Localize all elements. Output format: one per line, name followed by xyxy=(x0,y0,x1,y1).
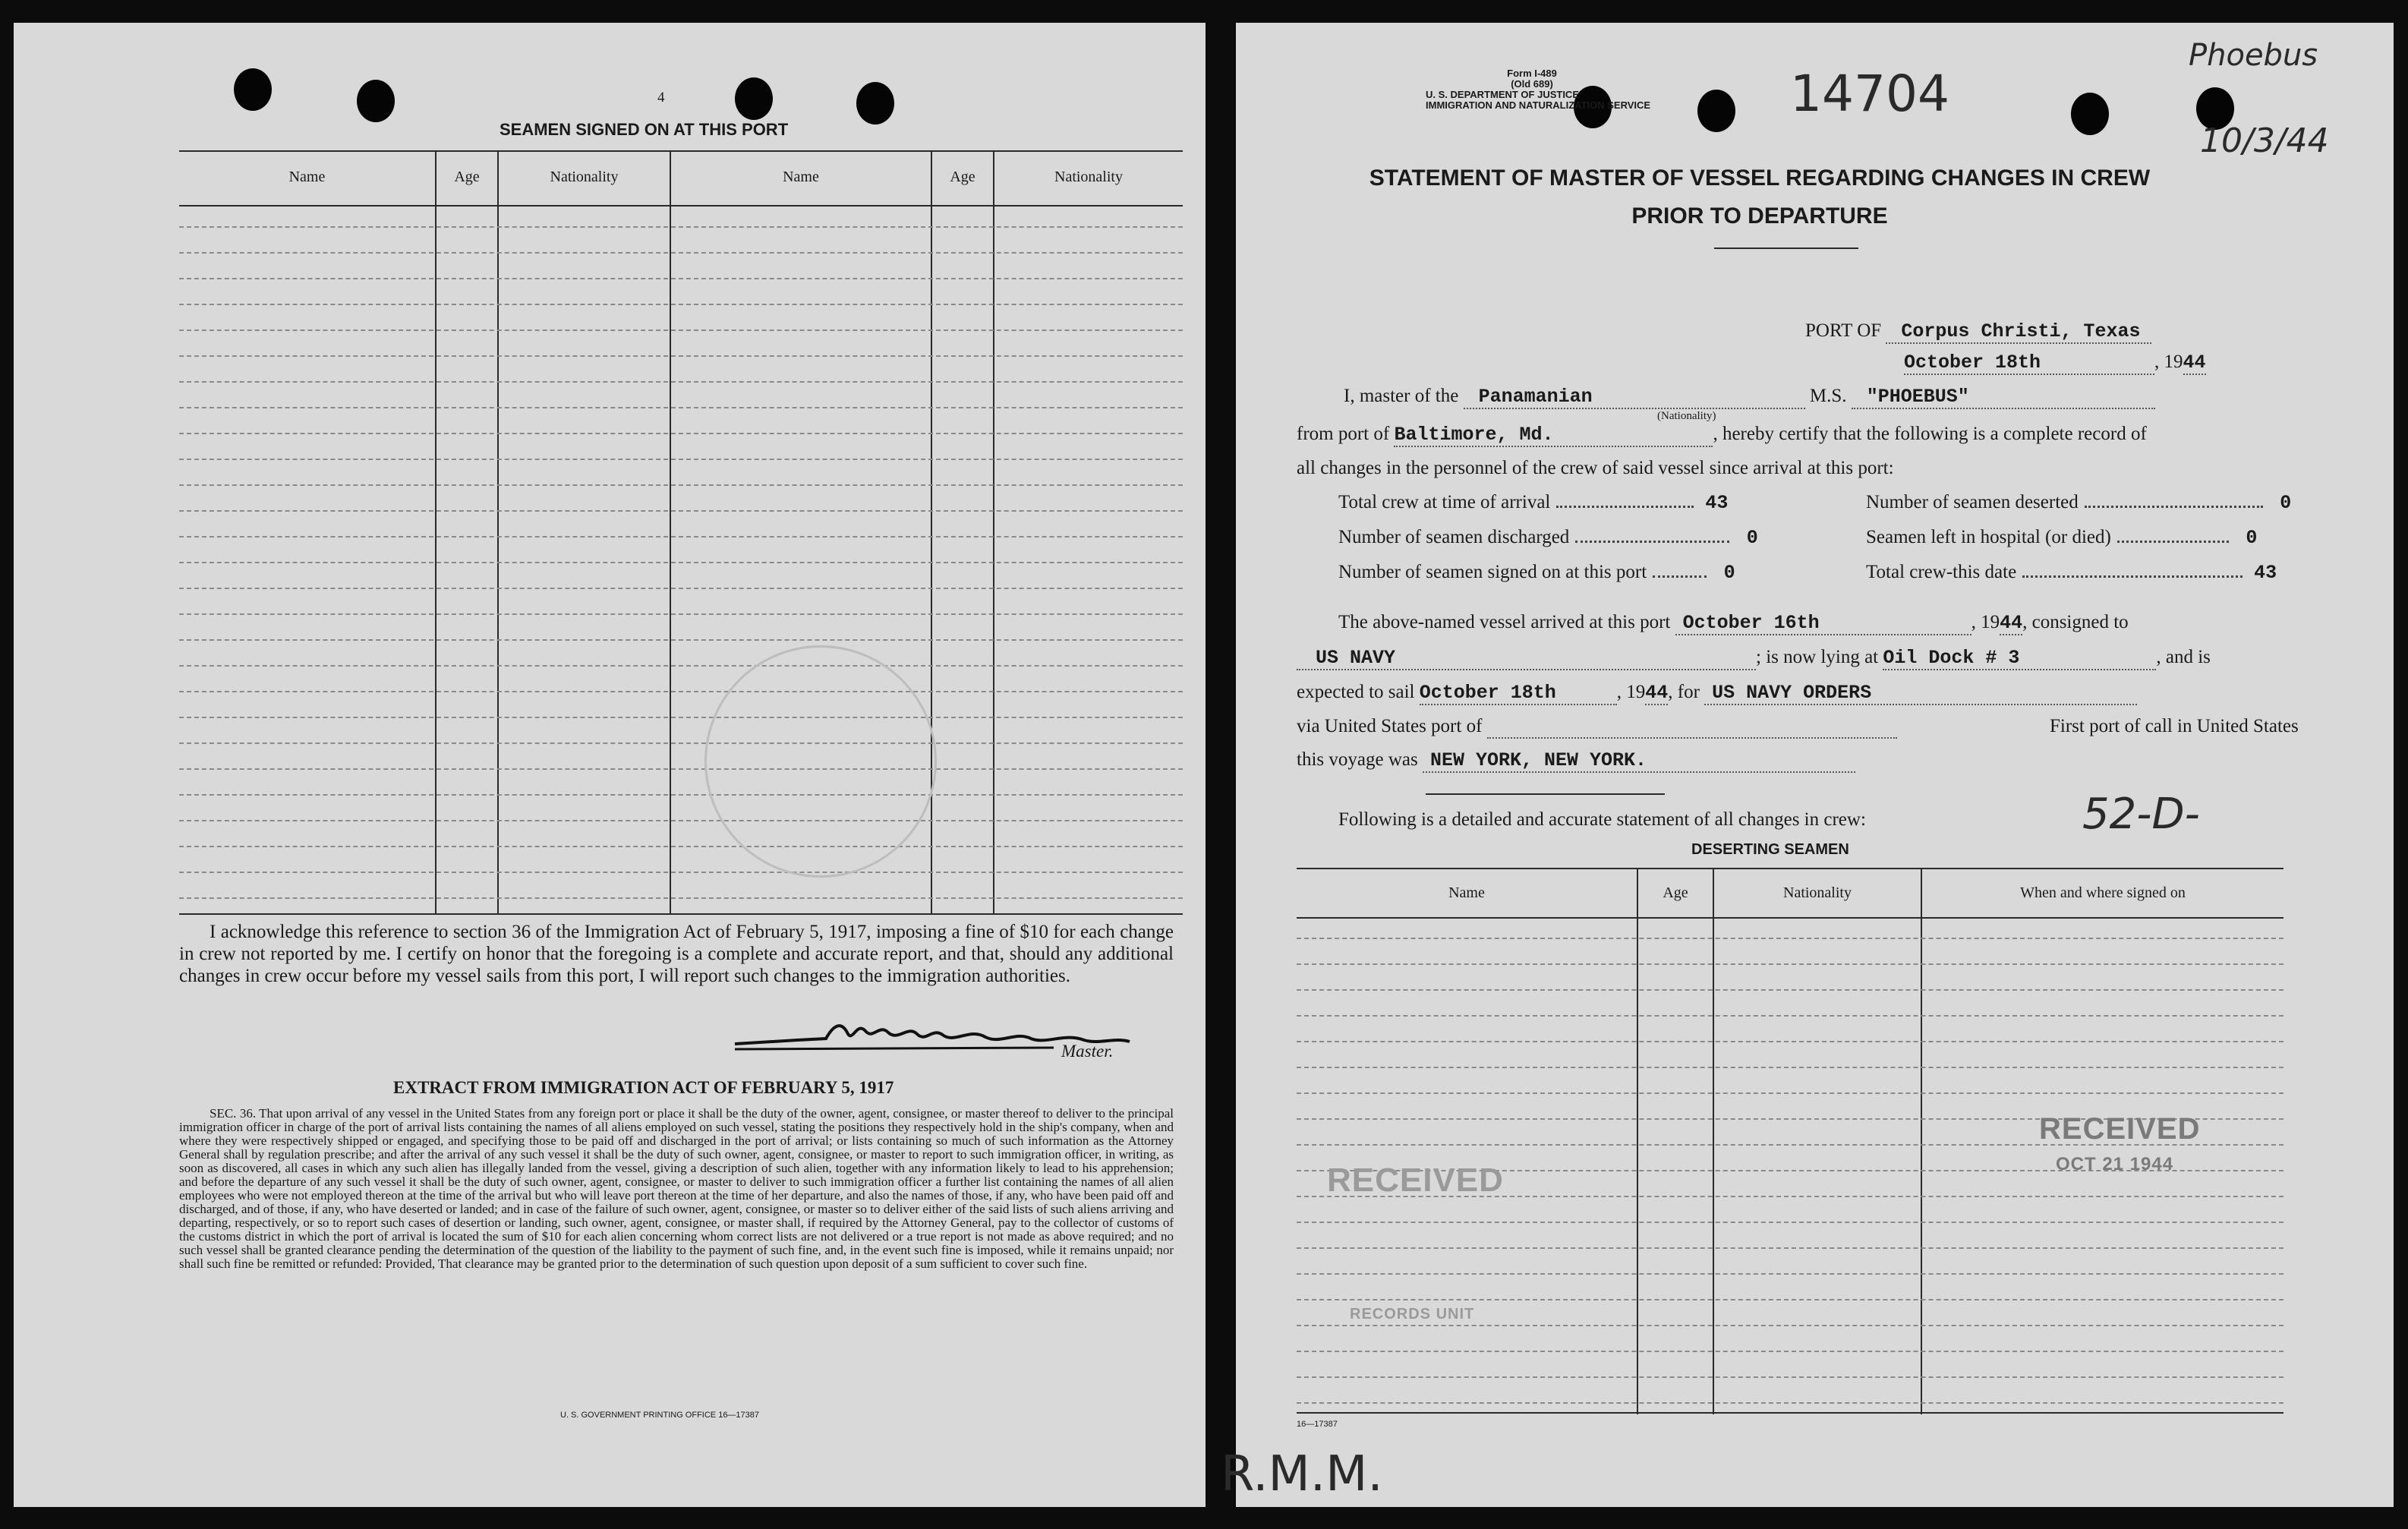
table-row-line xyxy=(179,226,1183,228)
table-row-line xyxy=(179,872,1183,873)
column-header-name: Name xyxy=(288,169,326,185)
following-text: Following is a detailed and accurate statement of all changes in crew: xyxy=(1338,809,1866,830)
punch-hole xyxy=(1697,90,1735,132)
table-row-line xyxy=(179,768,1183,770)
table-row-line xyxy=(1297,1273,2284,1275)
port-of-value: Corpus Christi, Texas xyxy=(1886,320,2151,344)
crew-count-row xyxy=(1338,562,1752,584)
table-row-line xyxy=(179,536,1183,538)
table-row-line xyxy=(179,846,1183,847)
arrived-date: October 16th xyxy=(1675,612,1971,635)
port-of-row: PORT OF Corpus Christi, Texas xyxy=(1805,320,2151,344)
crew-count-value: 0 xyxy=(2280,492,2292,514)
page-number: 4 xyxy=(657,90,665,106)
consigned-value: US NAVY xyxy=(1297,647,1756,670)
arrived-year: 44 xyxy=(2000,612,2023,634)
printing-office: U. S. GOVERNMENT PRINTING OFFICE 16—17387 xyxy=(560,1411,760,1420)
handwritten-initials: R.M.M. xyxy=(1221,1446,1383,1502)
acknowledgment-text: I acknowledge this reference to section 36 of the Immigration Act of February 5, 1917, imposing a fine of $10 for each change in crew not reported by me. I certify on honor that the foregoing is a complete and accurate report, and that, should any additional changes in crew occur before my vessel sails from this port, I will report such changes to the immigration authorities. xyxy=(179,922,1174,986)
column-header-nationality: Nationality xyxy=(550,169,619,185)
table-row-line xyxy=(1297,1015,2284,1017)
table-row-line xyxy=(1297,1222,2284,1223)
changes-text: all changes in the personnel of the crew of said vessel since arrival at this port: xyxy=(1297,458,1894,478)
crew-count-row xyxy=(1338,527,1775,549)
date-value: October 18th xyxy=(1904,352,2154,375)
column-header-age: Age xyxy=(1663,884,1688,901)
table-row-line xyxy=(179,562,1183,563)
year-value: 44 xyxy=(2183,352,2206,374)
handwritten-vessel-note: Phoebus xyxy=(2189,38,2318,73)
table-row-line xyxy=(1297,1041,2284,1042)
punch-hole xyxy=(357,80,395,122)
table-row-line xyxy=(1297,1299,2284,1300)
table-row-line xyxy=(179,407,1183,408)
file-number: 14704 xyxy=(1790,65,1949,123)
crew-count-row xyxy=(1866,527,2274,549)
punch-hole xyxy=(234,68,272,111)
handwritten-code: 52-D- xyxy=(2082,790,2200,839)
table-row-line xyxy=(179,252,1183,254)
table-row-line xyxy=(1297,963,2284,965)
table-row-line xyxy=(179,717,1183,718)
crew-count-label: Number of seamen discharged xyxy=(1338,527,1570,547)
table-row-line xyxy=(179,588,1183,589)
vessel-name: "PHOEBUS" xyxy=(1852,386,2155,409)
column-header-nationality: Nationality xyxy=(1054,169,1123,185)
table-row-line xyxy=(1297,938,2284,939)
records-unit-stamp: RECORDS UNIT xyxy=(1350,1306,1475,1323)
crew-count-row xyxy=(1338,492,1739,514)
table-row-line xyxy=(1297,1376,2284,1378)
master-label: Master. xyxy=(1061,1042,1114,1061)
voyage-value: NEW YORK, NEW YORK. xyxy=(1423,749,1855,773)
table-row-line xyxy=(179,691,1183,692)
faint-round-stamp xyxy=(704,645,937,878)
arrived-row: The above-named vessel arrived at this port October 16th , 1944, consigned to xyxy=(1338,612,2129,634)
received-stamp-left: RECEIVED xyxy=(1327,1162,1504,1199)
column-header-name: Name xyxy=(783,169,819,185)
form-title: STATEMENT OF MASTER OF VESSEL REGARDING CHANGES IN CREW PRIOR TO DEPARTURE xyxy=(1369,166,2151,229)
table-row-line xyxy=(179,381,1183,383)
table-row-line xyxy=(1297,1325,2284,1326)
table-row-line xyxy=(179,355,1183,357)
form-code: 16—17387 xyxy=(1297,1420,1338,1429)
from-port-row: from port of Baltimore, Md. , hereby certify that the following is a complete record of xyxy=(1297,424,2147,446)
table-row-line xyxy=(179,742,1183,744)
table-row-line xyxy=(179,459,1183,460)
table-row-line xyxy=(179,613,1183,615)
crew-count-row xyxy=(1866,492,2309,514)
date-row: October 18th , 1944 xyxy=(1904,352,2206,374)
table-row-line xyxy=(1297,989,2284,991)
column-header-nationality: Nationality xyxy=(1783,884,1852,901)
table-row-line xyxy=(179,820,1183,821)
column-header-age: Age xyxy=(454,169,480,185)
table-row-line xyxy=(1297,1351,2284,1352)
expected-year: 44 xyxy=(1645,682,1669,704)
table-row-line xyxy=(179,329,1183,331)
lying-at-value: Oil Dock # 3 xyxy=(1883,647,2156,670)
crew-count-value: 0 xyxy=(1723,562,1735,584)
nationality-value: Panamanian xyxy=(1464,386,1805,409)
left-page xyxy=(14,23,1206,1507)
extract-text: SEC. 36. That upon arrival of any vessel in the United States from any foreign port or place it shall be the duty of the owner, agent, consignee, or master thereof to deliver to the principal immigration officer in charge of the port of arrival lists containing the names of all aliens employed on such vessel, stating the positions they respectively hold in the ship's company, when and where they were respectively shipped or engaged, and specifying those to be paid off and discharged in the port of arrival; or lists containing so much of such information as the Attorney General shall by regulation prescribe; and after the arrival of any such vessel it shall be the duty of such owner, agent, consignee, or master to report to such immigration officer, in writing, as soon as discovered, all cases in which any such alien has illegally landed from the vessel, giving a description of such alien, together with any information likely to lead to his apprehension; and before the departure of any such vessel it shall be the duty of such owner, agent, consignee, or master to deliver to such immigration officer a further list containing the names of all alien employees who were not employed thereon at the time of the arrival but who will leave port thereon at the time of her departure, and also the names of those, if any, who have been paid off and discharged, and of those, if any, who have deserted or landed; and in case of the failure of such owner, agent, consignee, or master so to deliver either of the said lists of such aliens arriving and departing, respectively, or so to report such cases of desertion or landing, such owner, agent, consignee, or master shall, if required by the Attorney General, pay to the collector of customs of the customs district in which the port of arrival is located the sum of $10 for each alien concerning whom correct lists are not delivered or a true report is not made as above required; and no such vessel shall be granted clearance pending the determination of the question of the liability to the payment of such fine, and, in the event such fine is imposed, while it remains unpaid; nor shall such fine be remitted or refunded: Provided, That clearance may be granted prior to the determination of such question upon deposit of a sum sufficient to cover such fine. xyxy=(179,1106,1174,1271)
column-header-age: Age xyxy=(950,169,975,185)
form-identifier: Form I-489 (Old 689) xyxy=(1507,68,1557,90)
crew-count-label: Total crew-this date xyxy=(1866,562,2017,582)
table-row-line xyxy=(1297,1247,2284,1249)
crew-count-row xyxy=(1866,562,2288,584)
deserting-title: DESERTING SEAMEN xyxy=(1691,841,1849,858)
table-row-line xyxy=(179,639,1183,641)
extract-title: EXTRACT FROM IMMIGRATION ACT OF FEBRUARY 5, 1917 xyxy=(393,1078,894,1097)
table-row-line xyxy=(1297,1402,2284,1404)
crew-count-label: Seamen left in hospital (or died) xyxy=(1866,527,2111,547)
consigned-row: US NAVY ; is now lying at Oil Dock # 3 , and is xyxy=(1297,647,2211,670)
destination-value: US NAVY ORDERS xyxy=(1704,682,2137,705)
table-row-line xyxy=(179,510,1183,512)
crew-count-value: 43 xyxy=(2254,562,2277,584)
table-row-line xyxy=(1297,1067,2284,1068)
table-row-line xyxy=(179,665,1183,667)
right-page xyxy=(1221,23,2394,1507)
crew-count-value: 0 xyxy=(2246,527,2258,549)
column-header-signed-on: When and where signed on xyxy=(2020,884,2186,901)
table-row-line xyxy=(179,484,1183,486)
first-port-label: First port of call in United States xyxy=(2050,716,2299,736)
agency-header: U. S. DEPARTMENT OF JUSTICE IMMIGRATION AND NATURALIZATION SERVICE xyxy=(1426,89,1651,111)
from-port-value: Baltimore, Md. xyxy=(1394,424,1713,447)
received-stamp-right: RECEIVED xyxy=(2039,1112,2201,1146)
section-title: SEAMEN SIGNED ON AT THIS PORT xyxy=(500,120,789,139)
column-header-name: Name xyxy=(1448,884,1485,901)
crew-count-value: 0 xyxy=(1746,527,1758,549)
voyage-row: this voyage was NEW YORK, NEW YORK. xyxy=(1297,749,1855,773)
table-row-line xyxy=(179,794,1183,796)
handwritten-date-note: 10/3/44 xyxy=(2200,121,2329,160)
table-row-line xyxy=(179,304,1183,305)
expected-row: expected to sail October 18th , 1944, for US NAVY ORDERS xyxy=(1297,682,2137,705)
master-of-row: I, master of the Panamanian M.S. "PHOEBUS" xyxy=(1344,386,2155,409)
punch-hole xyxy=(2071,93,2109,135)
table-row-line xyxy=(179,897,1183,899)
via-row: via United States port of xyxy=(1297,716,1897,739)
crew-count-value: 43 xyxy=(1705,492,1729,514)
punch-hole xyxy=(856,82,894,125)
crew-count-label: Number of seamen signed on at this port xyxy=(1338,562,1647,582)
table-row-line xyxy=(1297,1092,2284,1094)
table-row-line xyxy=(179,433,1183,434)
table-row-line xyxy=(179,278,1183,279)
punch-hole xyxy=(735,77,773,120)
expected-sail-date: October 18th xyxy=(1420,682,1617,705)
crew-count-label: Number of seamen deserted xyxy=(1866,492,2079,512)
crew-count-label: Total crew at time of arrival xyxy=(1338,492,1551,512)
received-stamp-date: OCT 21 1944 xyxy=(2056,1154,2174,1174)
nationality-caption: (Nationality) xyxy=(1657,410,1716,422)
